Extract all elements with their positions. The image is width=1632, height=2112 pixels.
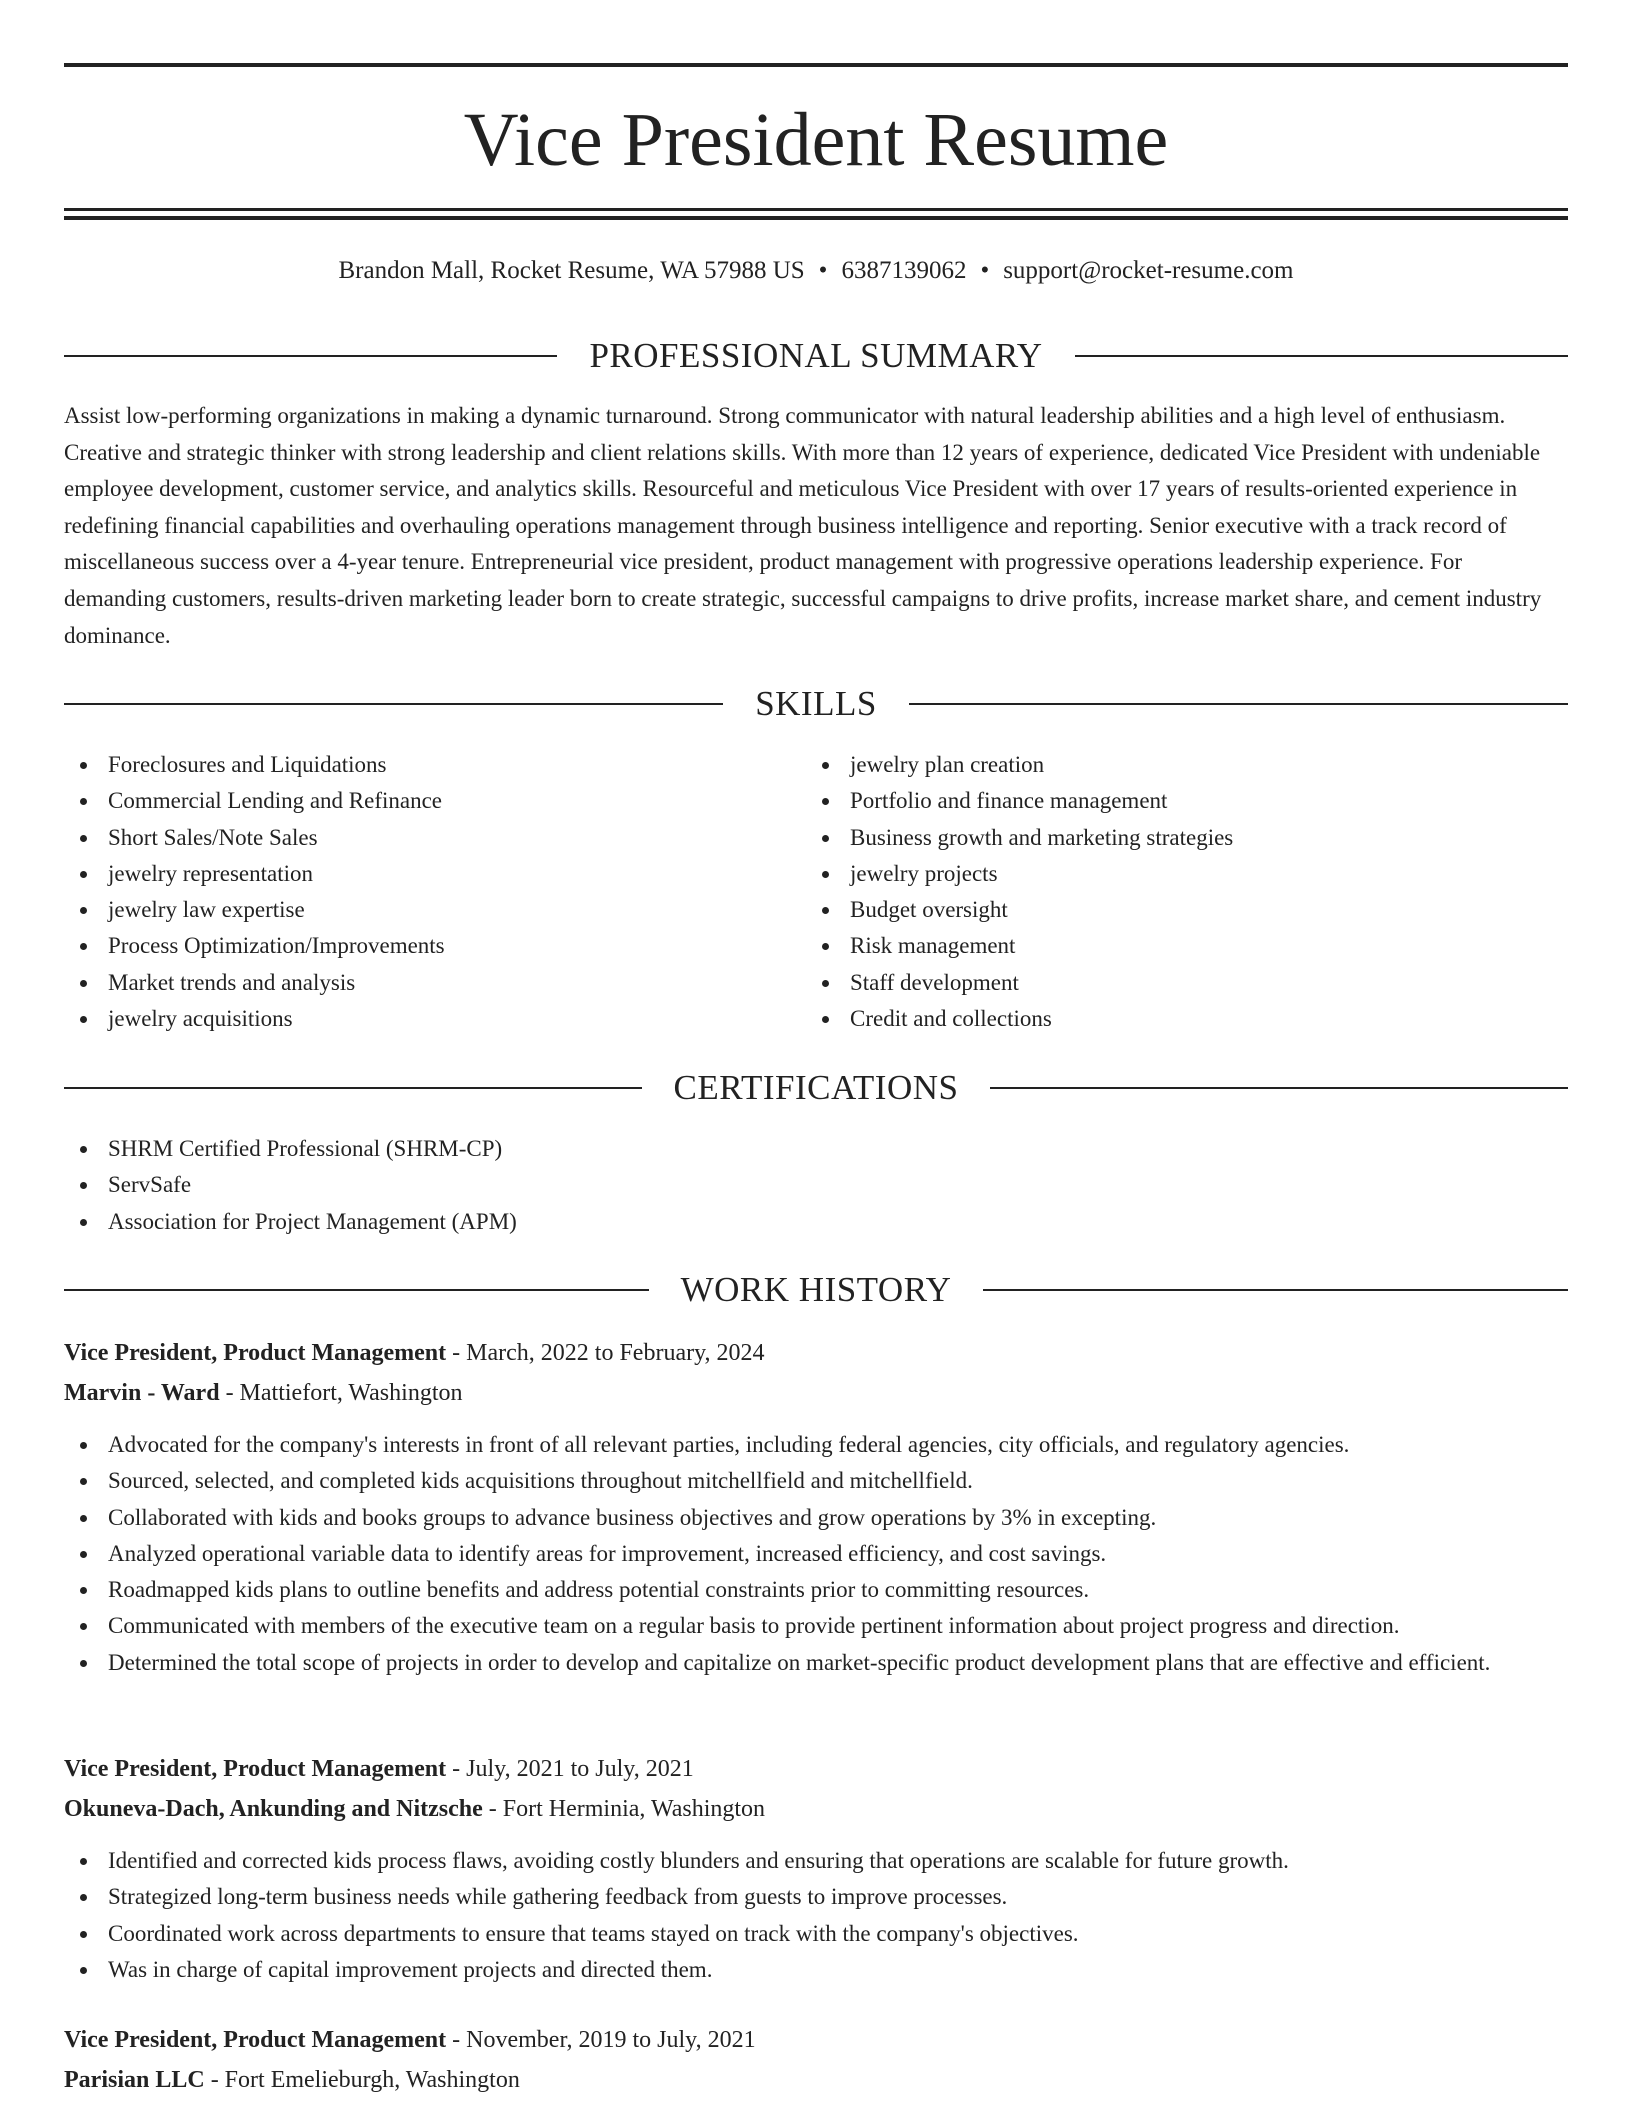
skill-item: Risk management — [806, 928, 1506, 964]
skill-item: Commercial Lending and Refinance — [64, 783, 764, 819]
heading-rule-left — [64, 703, 723, 705]
job-bullet: Identified and corrected kids process flaws, avoiding costly blunders and ensuring that operations are scalable for future growth. — [64, 1843, 1568, 1879]
certifications-block — [64, 1131, 1568, 1240]
job-title: Vice President, Product Management — [64, 2027, 447, 2053]
job-bullet: Determined the total scope of projects in order to develop and capitalize on market-specific product development plans that are effective and efficient. — [64, 1645, 1568, 1681]
job-company-line — [64, 1375, 1568, 1411]
job-company: Marvin - Ward — [64, 1380, 220, 1406]
skill-item: Short Sales/Note Sales — [64, 820, 764, 856]
job-location: - Fort Herminia, Washington — [482, 1796, 766, 1822]
job-bullet: Analyzed operational variable data to identify areas for improvement, increased efficiency, and cost savings. — [64, 1536, 1568, 1572]
skill-item: Process Optimization/Improvements — [64, 928, 764, 964]
job-bullet: Roadmapped kids plans to outline benefits and address potential constraints prior to committing resources. — [64, 1572, 1568, 1608]
skill-item: Portfolio and finance management — [806, 783, 1506, 819]
work-history-heading-label: WORK HISTORY — [680, 1270, 952, 1309]
skills-column-right — [806, 747, 1506, 1037]
job-title-line — [64, 2022, 1568, 2058]
heading-rule-left — [64, 1087, 642, 1089]
skill-item: Credit and collections — [806, 1001, 1506, 1037]
job-bullet: Advocated for the company's interests in front of all relevant parties, including federal agencies, city officials, and regulatory agencies. — [64, 1427, 1568, 1463]
job-company: Okuneva-Dach, Ankunding and Nitzsche — [64, 1796, 483, 1822]
header-bottom-rule-2 — [64, 216, 1568, 220]
skill-item: jewelry projects — [806, 856, 1506, 892]
heading-rule-right — [983, 1289, 1568, 1291]
job-title-line — [64, 1335, 1568, 1371]
skills-column-left — [64, 747, 764, 1037]
heading-rule-left — [64, 1289, 649, 1291]
certification-item: ServSafe — [64, 1167, 1568, 1203]
summary-text: Assist low-performing organizations in making a dynamic turnaround. Strong communicator with natural leadership abilities and a high level of enthusiasm. Creative and strategic thinker with strong leadership and client relations skills. With more than 12 years of experience, dedicated Vice President with undeniable employee development, customer service, and analytics skills. Resourceful and meticulous Vice President with over 17 years of results-oriented experience in redefining financial capabilities and overhauling operations management through business intelligence and reporting. Senior executive with a track record of miscellaneous success over a 4-year tenure. Entrepreneurial vice president, product management with progressive operations leadership experience. For demanding customers, results-driven marketing leader born to create strategic, successful campaigns to drive profits, increase market share, and cement industry dominance. — [64, 403, 1542, 648]
job-location: - Mattiefort, Washington — [219, 1380, 463, 1406]
contact-line — [64, 253, 1568, 289]
skill-item: Staff development — [806, 965, 1506, 1001]
job-dates: - July, 2021 to July, 2021 — [446, 1756, 694, 1782]
job-title: Vice President, Product Management — [64, 1756, 447, 1782]
job-dates: - March, 2022 to February, 2024 — [446, 1340, 765, 1366]
job-location: - Fort Emelieburgh, Washington — [204, 2067, 520, 2093]
skill-item: jewelry plan creation — [806, 747, 1506, 783]
job-bullet: Sourced, selected, and completed kids acquisitions throughout mitchellfield and mitchellfield. — [64, 1463, 1568, 1499]
summary-heading — [64, 334, 1568, 378]
heading-rule-left — [64, 355, 557, 357]
job-dates: - November, 2019 to July, 2021 — [446, 2027, 756, 2053]
contact-phone: 6387139062 — [841, 257, 967, 284]
header-bottom-rule-1 — [64, 208, 1568, 211]
skills-heading — [64, 682, 1568, 726]
certifications-list — [64, 1131, 1568, 1240]
skills-list-right — [806, 747, 1506, 1037]
heading-rule-right — [1075, 355, 1568, 357]
resume-title: Vice President Resume — [463, 98, 1169, 182]
work-history-heading — [64, 1268, 1568, 1312]
job-company-line — [64, 2062, 1568, 2098]
contact-address: Brandon Mall, Rocket Resume, WA 57988 US — [338, 257, 805, 284]
job-bullets — [64, 1843, 1568, 1988]
skill-item: Budget oversight — [806, 892, 1506, 928]
job-company: Parisian LLC — [64, 2067, 205, 2093]
job-bullet-list — [64, 1843, 1568, 1988]
skill-item: jewelry representation — [64, 856, 764, 892]
skill-item: Market trends and analysis — [64, 965, 764, 1001]
skill-item: Foreclosures and Liquidations — [64, 747, 764, 783]
skills-heading-label: SKILLS — [755, 684, 877, 723]
job-bullet: Collaborated with kids and books groups to advance business objectives and grow operations by 3% in excepting. — [64, 1500, 1568, 1536]
job-title: Vice President, Product Management — [64, 1340, 447, 1366]
skill-item: jewelry law expertise — [64, 892, 764, 928]
job-bullet: Communicated with members of the executive team on a regular basis to provide pertinent information about project progress and direction. — [64, 1608, 1568, 1644]
header-top-rule — [64, 63, 1568, 67]
job-bullet-list — [64, 1427, 1568, 1681]
contact-email: support@rocket-resume.com — [1003, 257, 1294, 284]
job-bullet: Coordinated work across departments to ensure that teams stayed on track with the company's objectives. — [64, 1916, 1568, 1952]
contact-separator: • — [818, 257, 828, 284]
certifications-heading — [64, 1066, 1568, 1110]
skills-list-left — [64, 747, 764, 1037]
heading-rule-right — [990, 1087, 1568, 1089]
job-bullet: Strategized long-term business needs while gathering feedback from guests to improve processes. — [64, 1879, 1568, 1915]
certifications-heading-label: CERTIFICATIONS — [673, 1068, 959, 1107]
skill-item: Business growth and marketing strategies — [806, 820, 1506, 856]
certification-item: Association for Project Management (APM) — [64, 1204, 1568, 1240]
contact-separator: • — [980, 257, 990, 284]
job-company-line — [64, 1791, 1568, 1827]
job-bullet: Was in charge of capital improvement projects and directed them. — [64, 1952, 1568, 1988]
skill-item: jewelry acquisitions — [64, 1001, 764, 1037]
summary-heading-label: PROFESSIONAL SUMMARY — [589, 336, 1043, 375]
heading-rule-right — [909, 703, 1568, 705]
job-bullets — [64, 1427, 1568, 1681]
certification-item: SHRM Certified Professional (SHRM-CP) — [64, 1131, 1568, 1167]
job-title-line — [64, 1751, 1568, 1787]
